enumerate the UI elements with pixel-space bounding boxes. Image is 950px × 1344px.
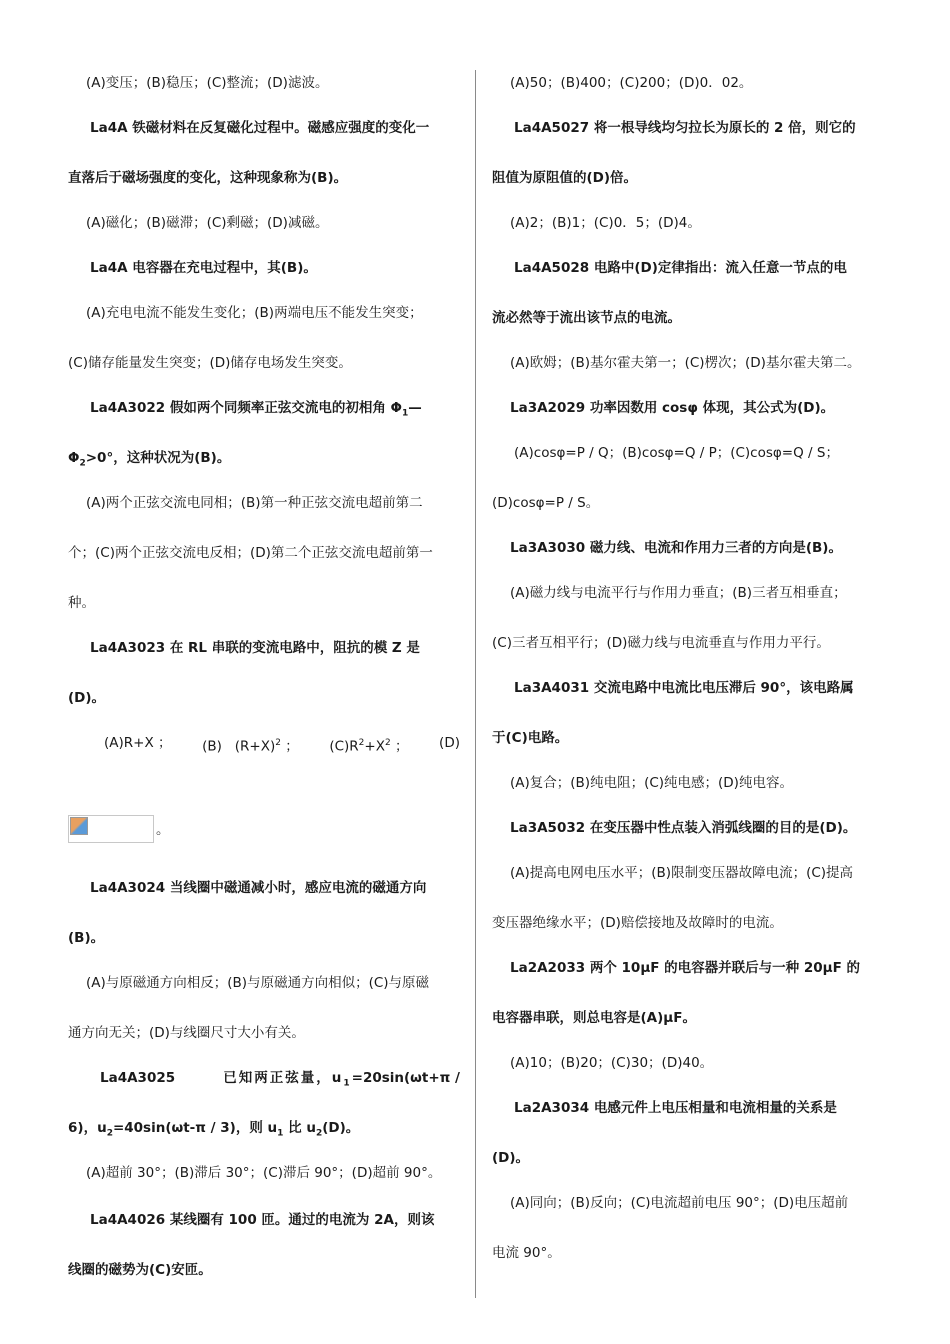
options-line: 种。 (68, 595, 95, 611)
options-line: (A)R+X ； (B) $(R+X)^2$ ； $(C)R^2+X^2$ ； (D) (104, 735, 460, 755)
question-line: La4A5028 电路中(D)定律指出：流入任意一节点的电 (514, 260, 847, 276)
options-line: (C)三者互相平行；(D)磁力线与电流垂直与作用力平行。 (492, 635, 830, 651)
question-line: La3A2029 功率因数用 cosφ 体现，其公式为(D)。 (510, 400, 835, 416)
question-line: La4A4026 某线圈有 100 匝。通过的电流为 2A，则该 (90, 1212, 435, 1228)
question-line: (B)。 (68, 930, 105, 946)
question-line: La4A 电容器在充电过程中，其(B)。 (90, 260, 317, 276)
column-divider (475, 70, 476, 1298)
broken-image-icon (70, 817, 88, 835)
question-line: (D)。 (492, 1150, 530, 1166)
question-line: 直落后于磁场强度的变化，这种现象称为(B)。 (68, 170, 348, 186)
options-line: (A)2；(B)1；(C)0．5；(D)4。 (510, 215, 701, 231)
formula-image-placeholder (68, 815, 154, 843)
question-line: La4A5027 将一根导线均匀拉长为原长的 2 倍，则它的 (514, 120, 856, 136)
question-line: 于(C)电路。 (492, 730, 569, 746)
question-line: La3A4031 交流电路中电流比电压滞后 90°，该电路属 (514, 680, 854, 696)
question-line: La4A3023 在 RL 串联的变流电路中，阻抗的模 Z 是 (90, 640, 420, 656)
options-line: (A)磁化；(B)磁滞；(C)剩磁；(D)减磁。 (86, 215, 329, 231)
options-line: 电流 90°。 (492, 1245, 561, 1261)
options-line: (A)同向；(B)反向；(C)电流超前电压 90°；(D)电压超前 (510, 1195, 849, 1211)
question-line: La4A 铁磁材料在反复磁化过程中。磁感应强度的变化一 (90, 120, 430, 136)
options-line: (A)50；(B)400；(C)200；(D)0．02。 (510, 75, 753, 91)
options-line: (C)储存能量发生突变；(D)储存电场发生突变。 (68, 355, 352, 371)
options-line: (A)cosφ=P / Q；(B)cosφ=Q / P；(C)cosφ=Q / S； (514, 445, 839, 461)
question-line: La2A3034 电感元件上电压相量和电流相量的关系是 (514, 1100, 837, 1116)
options-line: (A)磁力线与电流平行与作用力垂直；(B)三者互相垂直； (510, 585, 847, 601)
question-line: La2A2033 两个 10μF 的电容器并联后与一种 20μF 的 (510, 960, 861, 976)
question-line: 阻值为原阻值的(D)倍。 (492, 170, 638, 186)
question-line: 线圈的磁势为(C)安匝。 (68, 1262, 212, 1278)
options-line: (A)超前 30°；(B)滞后 30°；(C)滞后 90°；(D)超前 90°。 (86, 1165, 442, 1181)
options-line: (A)复合；(B)纯电阻；(C)纯电感；(D)纯电容。 (510, 775, 793, 791)
options-line: (A)两个正弦交流电同相；(B)第一种正弦交流电超前第二 (86, 495, 423, 511)
question-line: 电容器串联，则总电容是(A)μF。 (492, 1010, 696, 1026)
question-line: La4A3025 已知两正弦量，$u_1=20\sin(\omega t+\pi$ / (100, 1070, 460, 1089)
question-line: 6)，$u_2=40\sin(\omega t-\pi / 3)$，则 $u_1$ 比 $u_2(D)$。 (68, 1120, 360, 1139)
question-line: La4A3024 当线圈中磁通减小时，感应电流的磁通方向 (90, 880, 427, 896)
question-line: La4A3022 假如两个同频率正弦交流电的初相角 $\Phi_1—$ (90, 400, 422, 419)
options-line: (A)提高电网电压水平；(B)限制变压器故障电流；(C)提高 (510, 865, 854, 881)
options-line: (D)cosφ=P / S。 (492, 495, 600, 511)
question-line: La3A5032 在变压器中性点装入消弧线圈的目的是(D)。 (510, 820, 857, 836)
options-line: 变压器绝缘水平；(D)赔偿接地及故障时的电流。 (492, 915, 783, 931)
options-line: (A)与原磁通方向相反；(B)与原磁通方向相似；(C)与原磁 (86, 975, 430, 991)
question-line: (D)。 (68, 690, 106, 706)
formula-period: 。 (156, 822, 170, 838)
options-line: (A)10；(B)20；(C)30；(D)40。 (510, 1055, 714, 1071)
options-line: 个；(C)两个正弦交流电反相；(D)第二个正弦交流电超前第一 (68, 545, 433, 561)
options-line: 通方向无关；(D)与线圈尺寸大小有关。 (68, 1025, 305, 1041)
options-line: (A)欧姆；(B)基尔霍夫第一；(C)楞次；(D)基尔霍夫第二。 (510, 355, 861, 371)
question-line: La3A3030 磁力线、电流和作用力三者的方向是(B)。 (510, 540, 842, 556)
options-line: (A)变压；(B)稳压；(C)整流；(D)滤波。 (86, 75, 329, 91)
question-line: $\Phi_2>0^\circ$，这种状况为(B)。 (68, 450, 231, 469)
question-line: 流必然等于流出该节点的电流。 (492, 310, 681, 326)
options-line: (A)充电电流不能发生变化；(B)两端电压不能发生突变； (86, 305, 423, 321)
